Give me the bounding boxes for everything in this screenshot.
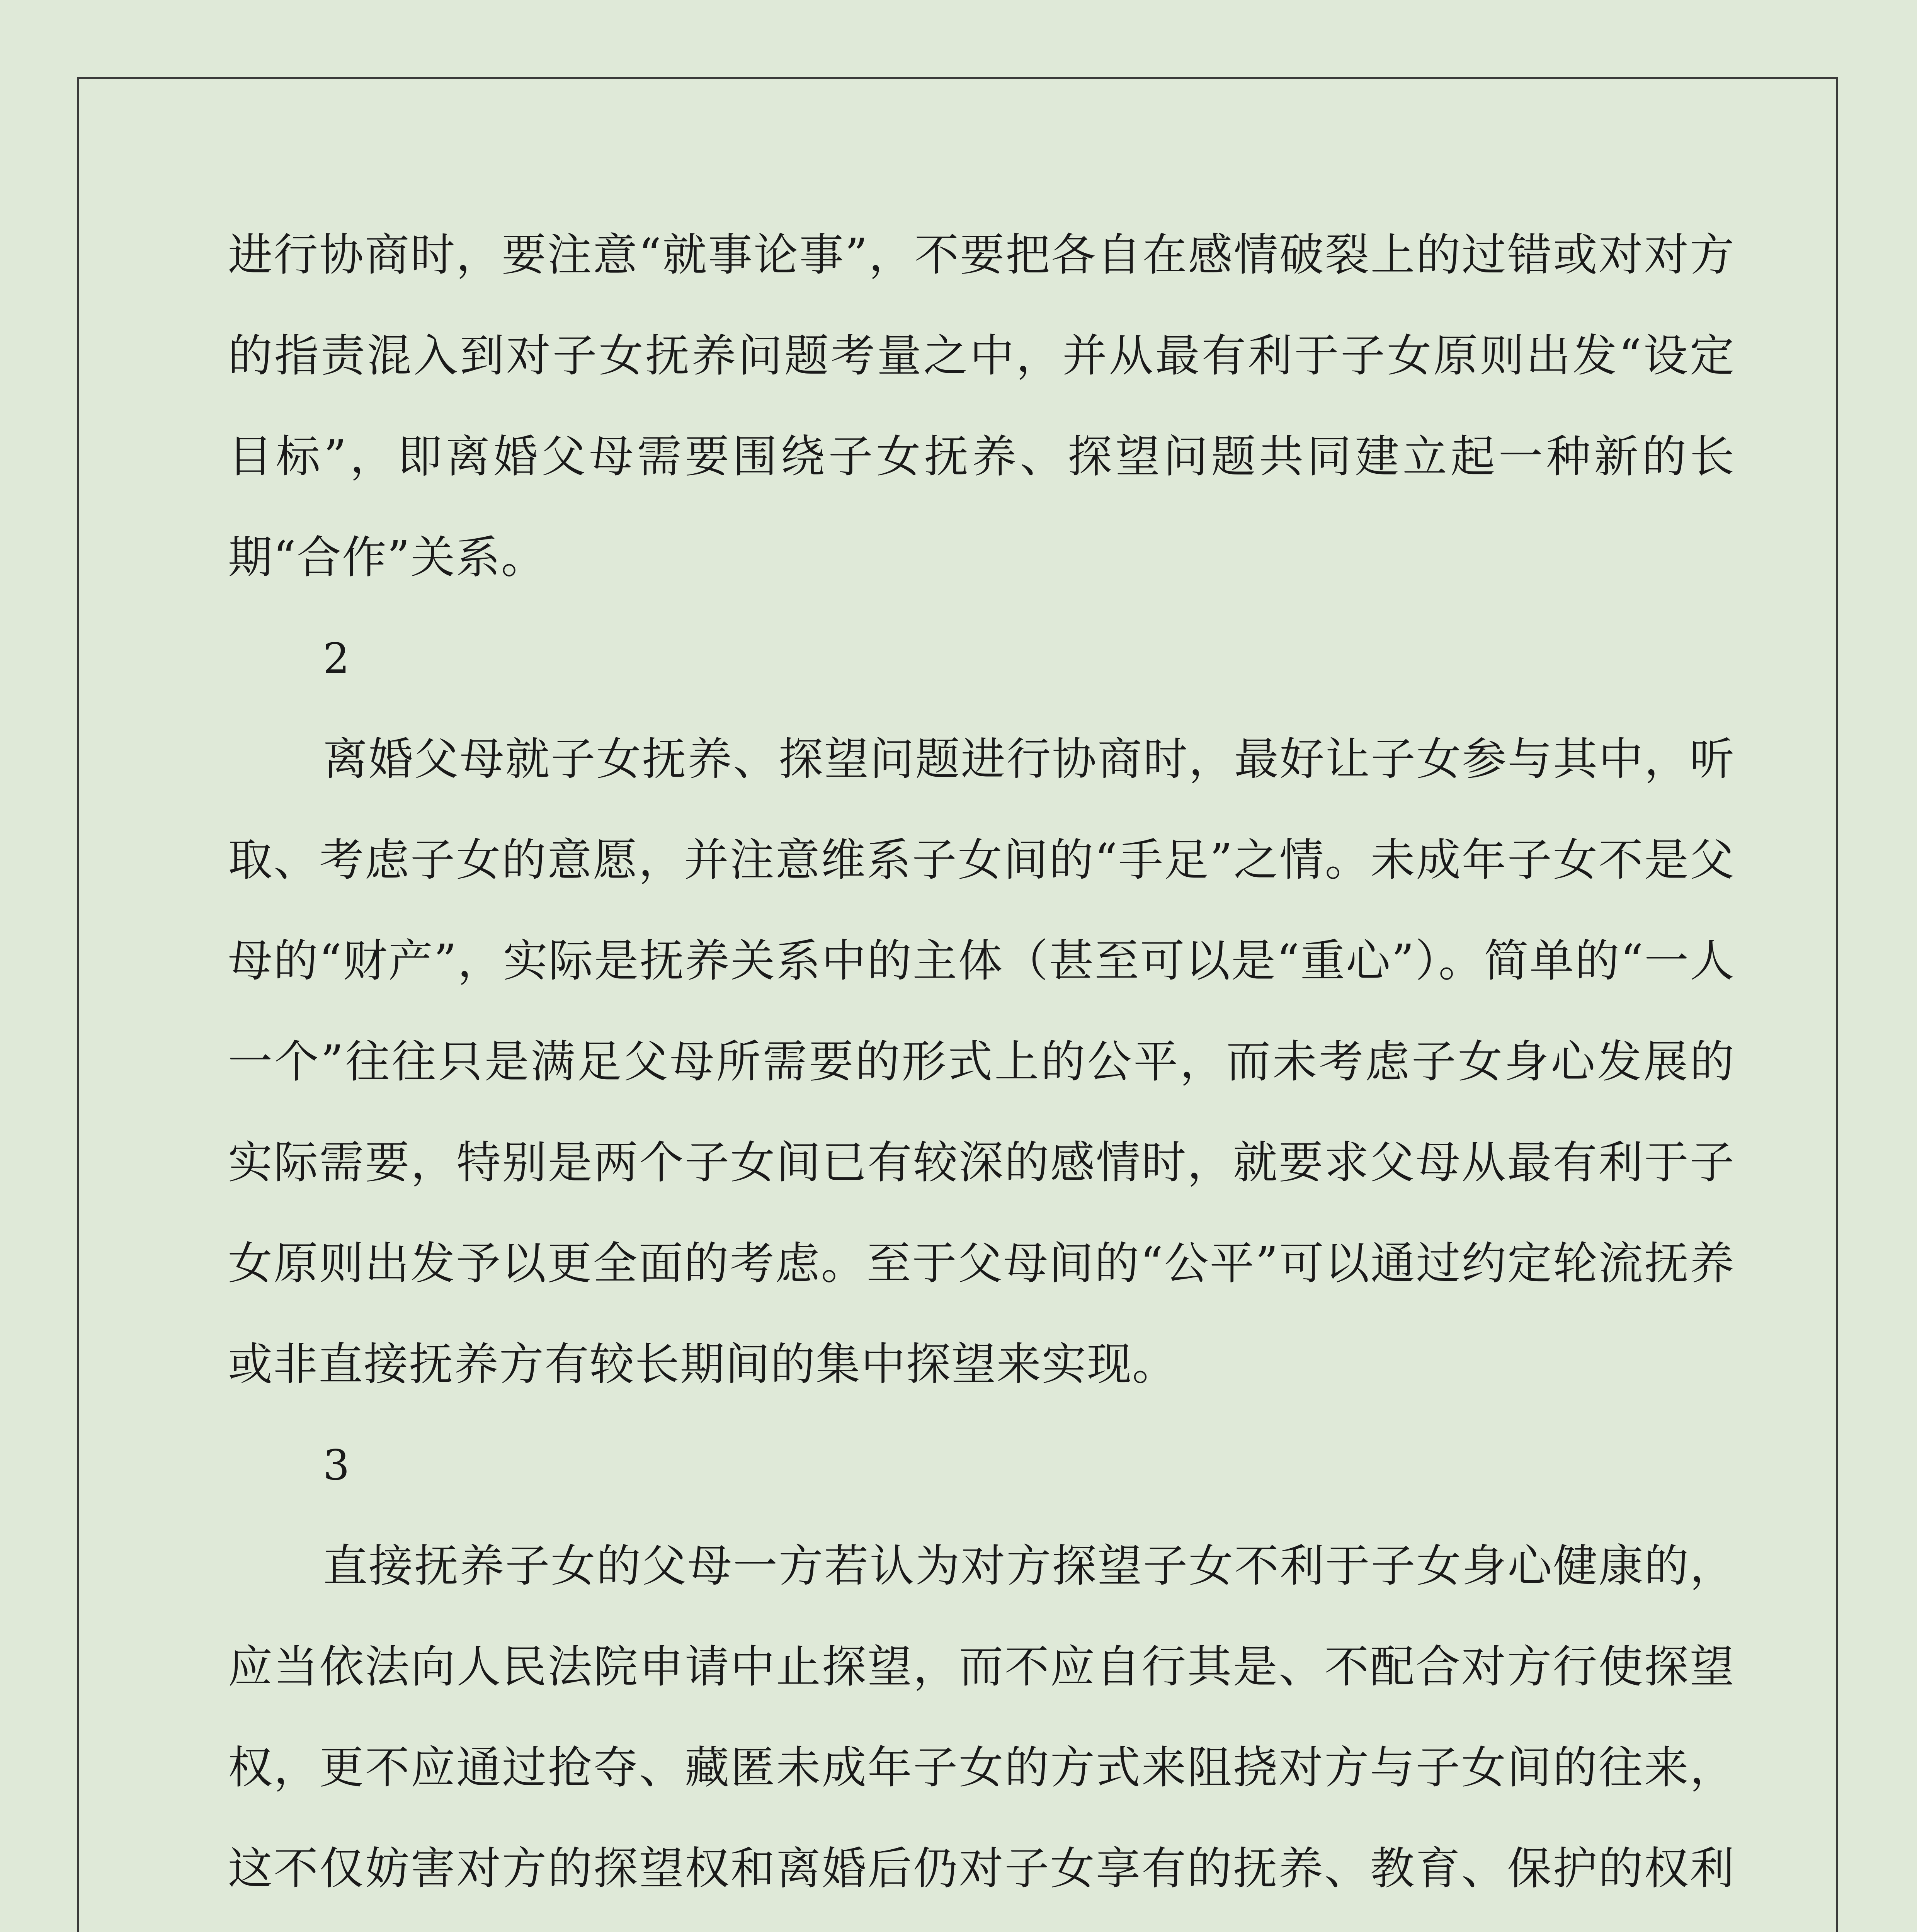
paragraph-1: 进行协商时，要注意“就事论事”，不要把各自在感情破裂上的过错或对对方的指责混入到对子女抚养问题考量之中，并从最有利于子女原则出发“设定目标”，即离婚父母需要围绕子女抚养、探望问题共同建立起一种新的长期“合作”关系。 — [228, 229, 1735, 583]
section-number-2: 2 — [323, 634, 350, 683]
document-body — [228, 205, 1735, 1932]
section-number-3: 3 — [323, 1441, 350, 1490]
paragraph-2: 离婚父母就子女抚养、探望问题进行协商时，最好让子女参与其中，听取、考虑子女的意愿，并注意维系子女间的“手足”之情。未成年子女不是父母的“财产”，实际是抚养关系中的主体（甚至可以是“重心”）。简单的“一人一个”往往只是满足父母所需要的形式上的公平，而未考虑子女身心发展的实际需要，特别是两个子女间已有较深的感情时，就要求父母从最有利于子女原则出发予以更全面的考虑。至于父母间的“公平”可以通过约定轮流抚养或非直接抚养方有较长期间的集中探望来实现。 — [228, 733, 1735, 1390]
paragraph-3: 直接抚养子女的父母一方若认为对方探望子女不利于子女身心健康的，应当依法向人民法院申请中止探望，而不应自行其是、不配合对方行使探望权，更不应通过抢夺、藏匿未成年子女的方式来阻挠对方与子女间的往来，这不仅妨害对方的探望权和离婚后仍对子女享有的抚养、教育、保护的权利 — [228, 1540, 1735, 1895]
